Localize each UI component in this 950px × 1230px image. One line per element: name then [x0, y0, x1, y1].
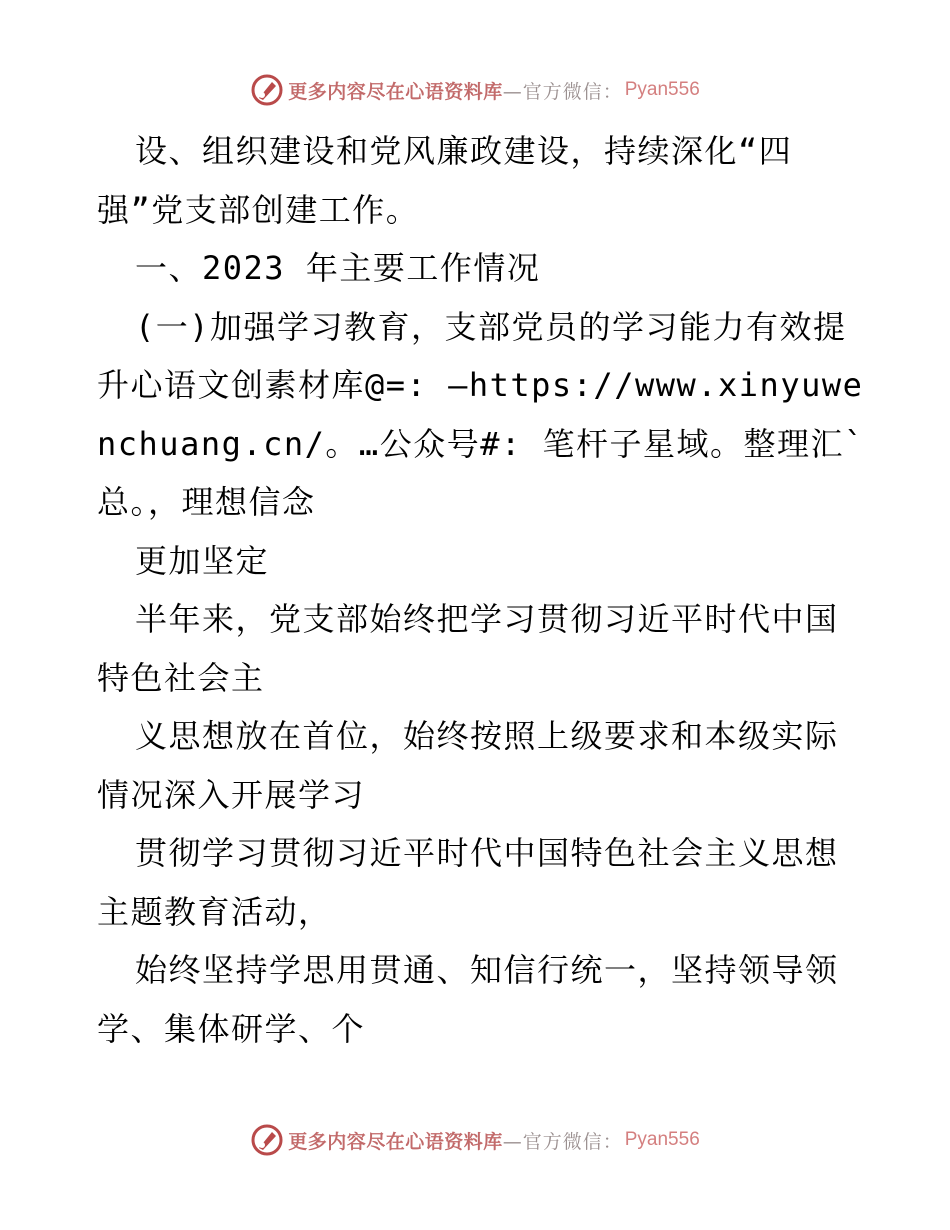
watermark-main-text: 更多内容尽在心语资料库	[288, 80, 503, 103]
section-heading: 一、2023 年主要工作情况	[135, 249, 541, 287]
header-watermark	[0, 70, 950, 110]
footer-watermark	[0, 1120, 950, 1160]
document-body	[97, 122, 867, 1058]
paragraph-4: 更加坚定	[135, 541, 270, 580]
subsection-heading: (一)加强学习教育，支部党员的学习能力有效提升心语文创素材库@=: —https://www.xinyuwenchuang.cn/。…公众号#: 笔杆子星域。整理汇`总。，理想信念	[97, 307, 865, 521]
quill-logo-icon	[250, 73, 284, 107]
paragraph-8: 始终坚持学思用贯通、知信行统一，坚持领导领学、集体研学、个	[97, 951, 839, 1048]
paragraph-6: 义思想放在首位，始终按照上级要求和本级实际情况深入开展学习	[97, 717, 839, 814]
quill-logo-icon	[250, 1123, 284, 1157]
watermark-main-text: 更多内容尽在心语资料库	[288, 1130, 503, 1153]
watermark-sub-text: —官方微信：	[502, 1130, 623, 1153]
watermark-sub-text: —官方微信：	[502, 80, 623, 103]
watermark-id-text: Pyan556	[624, 1129, 700, 1150]
watermark-id-text: Pyan556	[624, 79, 700, 100]
paragraph-7: 贯彻学习贯彻习近平时代中国特色社会主义思想主题教育活动，	[97, 834, 839, 931]
paragraph-5: 半年来，党支部始终把学习贯彻习近平时代中国特色社会主	[97, 600, 839, 697]
paragraph-1: 设、组织建设和党风廉政建设，持续深化“四强”党支部创建工作。	[97, 132, 793, 229]
